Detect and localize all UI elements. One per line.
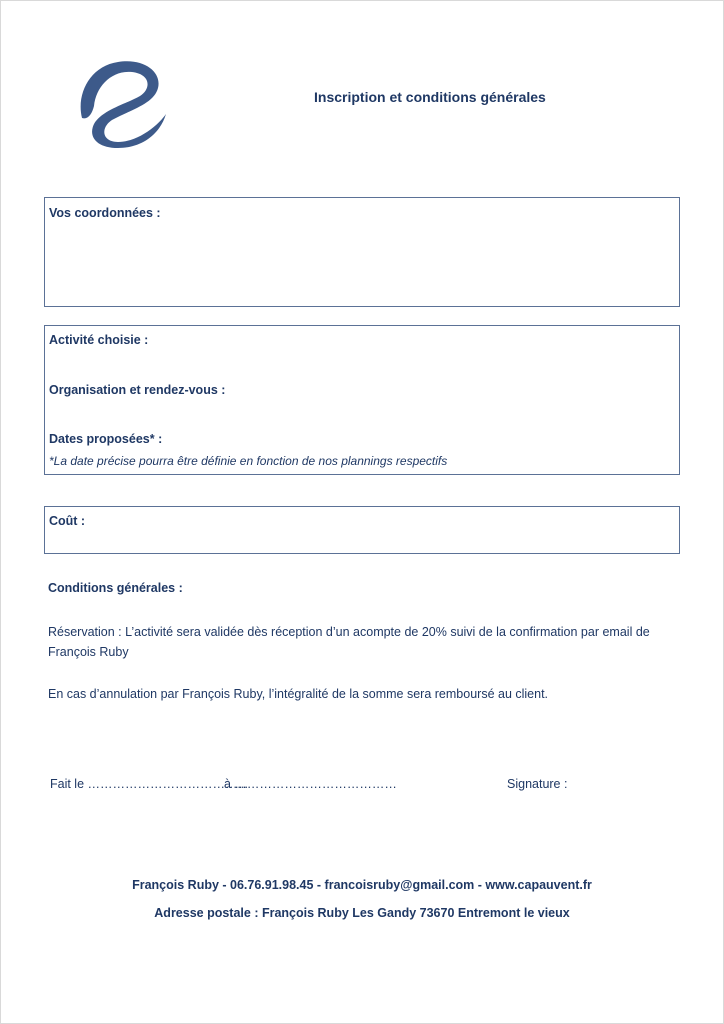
dates-note: *La date précise pourra être définie en fonction de nos plannings respectifs [49, 454, 448, 468]
dates-label: Dates proposées* : [49, 432, 163, 446]
organisation-label: Organisation et rendez-vous : [49, 383, 226, 397]
annulation-text: En cas d’annulation par François Ruby, l’intégralité de la somme sera remboursé au client. [48, 687, 549, 701]
fait-le-field[interactable]: Fait le ………………………………... [50, 777, 248, 791]
footer-contact: François Ruby - 06.76.91.98.45 - francoisruby@gmail.com - www.capauvent.fr [132, 878, 592, 892]
coordonnees-label: Vos coordonnées : [49, 206, 161, 220]
coordonnees-box[interactable] [44, 197, 680, 307]
cout-box[interactable] [44, 506, 680, 554]
reservation-text: Réservation : L’activité sera validée dès réception d’un acompte de 20% suivi de la confirmation par email de François Ruby [48, 625, 650, 659]
document-title: Inscription et conditions générales [314, 89, 546, 105]
capauvent-logo-icon [72, 56, 172, 152]
activite-label: Activité choisie : [49, 333, 149, 347]
lieu-field[interactable]: à ………………………………… [224, 777, 397, 791]
conditions-title: Conditions générales : [48, 581, 183, 595]
signature-label: Signature : [507, 777, 568, 791]
footer-address: Adresse postale : François Ruby Les Gandy 73670 Entremont le vieux [154, 906, 570, 920]
activite-box[interactable] [44, 325, 680, 475]
cout-label: Coût : [49, 514, 86, 528]
